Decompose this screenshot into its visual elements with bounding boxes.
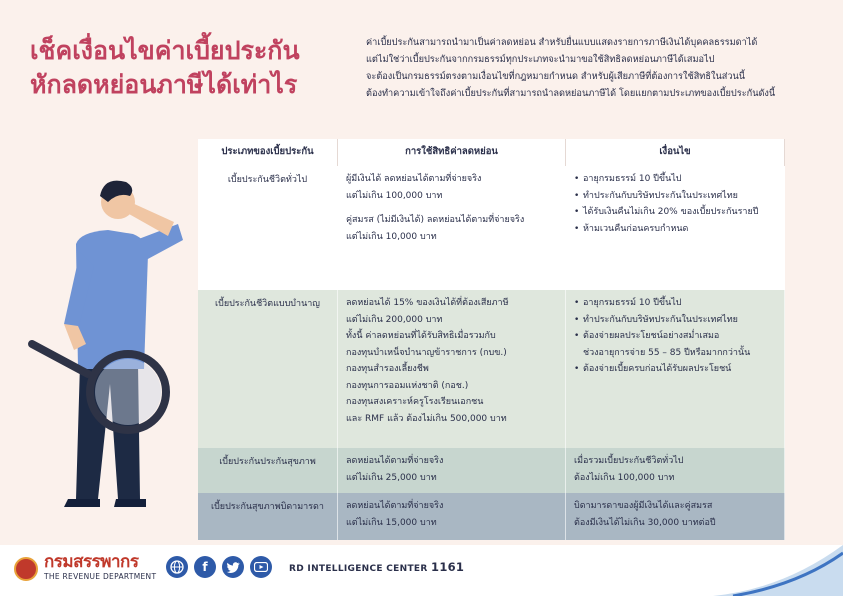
deduction-line: กองทุนการออมแห่งชาติ (กอช.) bbox=[346, 380, 469, 391]
condition-item: • ทำประกันกับบริษัทประกันในประเทศไทย bbox=[574, 188, 776, 205]
page-title bbox=[30, 34, 350, 102]
deduction-cell bbox=[338, 166, 566, 290]
table-row bbox=[198, 166, 785, 290]
deduction-line: แต่ไม่เกิน 15,000 บาท bbox=[346, 517, 437, 528]
condition-item: • ต้องจ่ายผลประโยชน์อย่างสม่ำเสมอ bbox=[574, 328, 776, 345]
intro-line: จะต้องเป็นกรมธรรม์ตรงตามเงื่อนไขที่กฎหมายกำหนด สำหรับผู้เสียภาษีที่ต้องการใช้สิทธิในส่วนนี้ bbox=[366, 71, 746, 82]
table-header-row bbox=[198, 139, 785, 166]
conditions-cell bbox=[566, 448, 785, 493]
title-line-2: หักลดหย่อนภาษีได้เท่าไร bbox=[30, 70, 298, 99]
conditions-cell bbox=[566, 290, 785, 448]
person-with-magnifier-illustration bbox=[18, 174, 208, 524]
deduction-line: กองทุนบำเหน็จบำนาญข้าราชการ (กบข.) bbox=[346, 347, 507, 358]
center-number: 1161 bbox=[431, 560, 465, 574]
conditions-cell bbox=[566, 493, 785, 540]
deduction-line: กองทุนสำรองเลี้ยงชีพ bbox=[346, 364, 429, 374]
deduction-line: แต่ไม่เกิน 10,000 บาท bbox=[346, 231, 437, 242]
brand-name: กรมสรรพากร bbox=[44, 552, 139, 572]
title-line-1: เช็คเงื่อนไขค่าเบี้ยประกัน bbox=[30, 36, 300, 65]
globe-icon[interactable] bbox=[166, 556, 188, 578]
condition-item: • อายุกรมธรรม์ 10 ปีขึ้นไป bbox=[574, 171, 776, 188]
deduction-line: คู่สมรส (ไม่มีเงินได้) ลดหย่อนได้ตามที่จ่ายจริง bbox=[346, 215, 525, 225]
intro-line: แต่ไม่ใช่ว่าเบี้ยประกันจากกรมธรรม์ทุกประเภทจะนำมาขอใช้สิทธิลดหย่อนภาษีได้เสมอไป bbox=[366, 54, 715, 65]
condition-line: ต้องมีเงินได้ไม่เกิน 30,000 บาทต่อปี bbox=[574, 517, 716, 528]
twitter-icon[interactable] bbox=[222, 556, 244, 578]
insurance-type: เบี้ยประกันสุขภาพบิดามารดา bbox=[198, 493, 338, 540]
deduction-line: ลดหย่อนได้ตามที่จ่ายจริง bbox=[346, 501, 444, 511]
column-header: ประเภทของเบี้ยประกัน bbox=[198, 139, 338, 166]
insurance-type: เบี้ยประกันประกันสุขภาพ bbox=[198, 448, 338, 493]
table-row bbox=[198, 290, 785, 448]
deduction-line: กองทุนสงเคราะห์ครูโรงเรียนเอกชน bbox=[346, 397, 484, 407]
column-header: เงื่อนไข bbox=[566, 139, 785, 166]
deduction-line: แต่ไม่เกิน 100,000 บาท bbox=[346, 190, 443, 201]
center-name: RD INTELLIGENCE CENTER bbox=[289, 564, 428, 574]
decorative-wave bbox=[713, 545, 843, 596]
intelligence-center-label bbox=[289, 560, 464, 574]
condition-line: เมื่อรวมเบี้ยประกันชีวิตทั่วไป bbox=[574, 456, 684, 466]
deduction-line: ลดหย่อนได้ 15% ของเงินได้ที่ต้องเสียภาษี bbox=[346, 298, 509, 308]
insurance-type: เบี้ยประกันชีวิตทั่วไป bbox=[198, 166, 338, 290]
table-row bbox=[198, 493, 785, 540]
deduction-line: ทั้งนี้ ค่าลดหย่อนที่ได้รับสิทธิเมื่อรวมกับ bbox=[346, 331, 496, 341]
intro-line: ต้องทำความเข้าใจถึงค่าเบี้ยประกันที่สามารถนำลดหย่อนภาษีได้ โดยแยกตามประเภทของเบี้ยประกันดังนี้ bbox=[366, 88, 776, 99]
youtube-icon[interactable] bbox=[250, 556, 272, 578]
deduction-cell bbox=[338, 493, 566, 540]
intro-text bbox=[366, 34, 826, 102]
footer bbox=[0, 545, 843, 596]
insurance-deduction-table bbox=[198, 139, 785, 540]
insurance-type: เบี้ยประกันชีวิตแบบบำนาญ bbox=[198, 290, 338, 448]
condition-continuation: ช่วงอายุการจ่าย 55 – 85 ปีหรือมากกว่านั้น bbox=[583, 347, 751, 358]
deduction-line: และ RMF แล้ว ต้องไม่เกิน 500,000 บาท bbox=[346, 413, 507, 424]
deduction-cell bbox=[338, 290, 566, 448]
deduction-line: แต่ไม่เกิน 200,000 บาท bbox=[346, 314, 443, 325]
condition-item: • ได้รับเงินคืนไม่เกิน 20% ของเบี้ยประกันรายปี bbox=[574, 204, 776, 221]
condition-item: • ห้ามเวนคืนก่อนครบกำหนด bbox=[574, 221, 776, 238]
column-header: การใช้สิทธิค่าลดหย่อน bbox=[338, 139, 566, 166]
deduction-line: ผู้มีเงินได้ ลดหย่อนได้ตามที่จ่ายจริง bbox=[346, 174, 482, 184]
condition-item: • ทำประกันกับบริษัทประกันในประเทศไทย bbox=[574, 312, 776, 329]
condition-item: • ต้องจ่ายเบี้ยครบก่อนได้รับผลประโยชน์ bbox=[574, 361, 776, 378]
deduction-cell bbox=[338, 448, 566, 493]
revenue-department-logo-icon bbox=[14, 557, 38, 581]
deduction-line: ลดหย่อนได้ตามที่จ่ายจริง bbox=[346, 456, 444, 466]
brand-name-english: THE REVENUE DEPARTMENT bbox=[44, 572, 157, 581]
intro-line: ค่าเบี้ยประกันสามารถนำมาเป็นค่าลดหย่อน สำหรับยื่นแบบแสดงรายการภาษีเงินได้บุคคลธรรมดาได้ bbox=[366, 37, 758, 48]
conditions-cell bbox=[566, 166, 785, 290]
condition-item: • อายุกรมธรรม์ 10 ปีขึ้นไป bbox=[574, 295, 776, 312]
deduction-line: แต่ไม่เกิน 25,000 บาท bbox=[346, 472, 437, 483]
facebook-icon[interactable]: f bbox=[194, 556, 216, 578]
table-row bbox=[198, 448, 785, 493]
condition-line: บิดามารดาของผู้มีเงินได้และคู่สมรส bbox=[574, 501, 713, 511]
condition-line: ต้องไม่เกิน 100,000 บาท bbox=[574, 472, 675, 483]
